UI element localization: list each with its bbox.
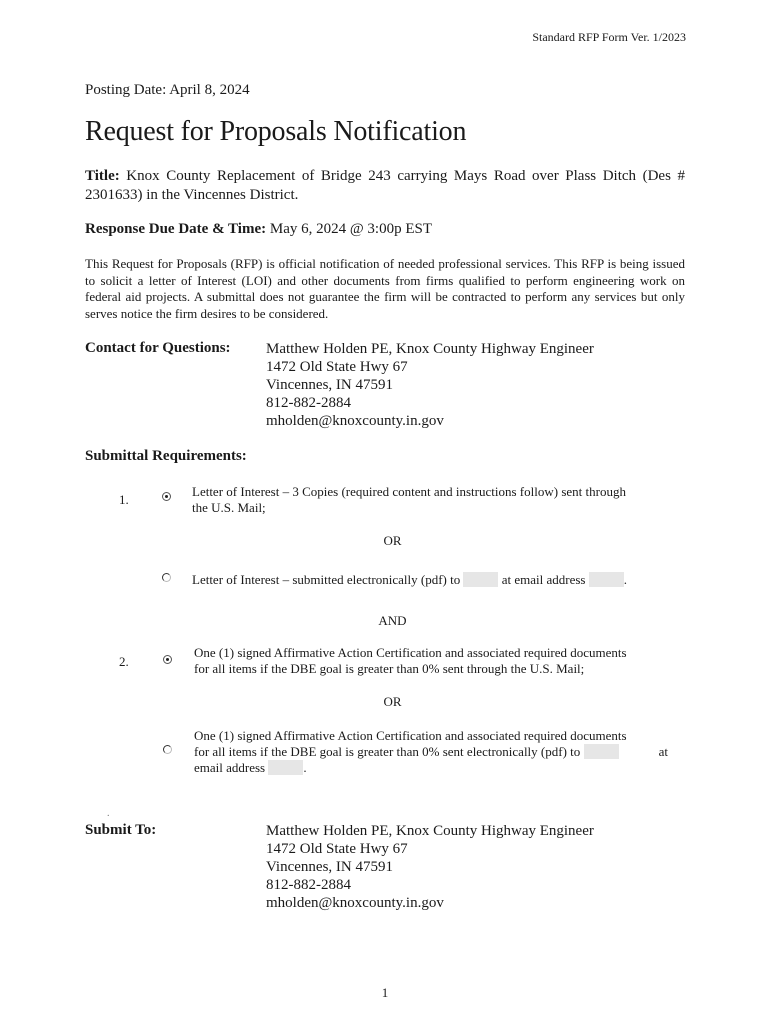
response-due-label: Response Due Date & Time:	[85, 221, 267, 237]
item-1-electronic-option	[192, 572, 627, 588]
rfp-title-text: Knox County Replacement of Bridge 243 carrying Mays Road over Plass Ditch (Des # 2301633) in the Vincennes District.	[85, 168, 686, 203]
blank-field[interactable]	[463, 572, 498, 587]
item-2-number: 2.	[119, 654, 129, 669]
or-separator: OR	[383, 694, 402, 709]
item-2-mail-radio[interactable]	[163, 655, 172, 664]
posting-date-label: Posting Date:	[85, 82, 167, 98]
and-separator: AND	[378, 613, 407, 628]
blank-field[interactable]	[268, 760, 303, 775]
item-2-electronic-line	[194, 760, 668, 776]
item-2-electronic-option	[194, 728, 668, 776]
item-1-mail-line: Letter of Interest – 3 Copies (required content and instructions follow) sent through	[192, 484, 626, 499]
response-due-value: May 6, 2024 @ 3:00p EST	[269, 221, 433, 237]
submit-to-label: Submit To:	[85, 822, 157, 838]
item-2-mail-line: for all items if the DBE goal is greater than 0% sent through the U.S. Mail;	[194, 661, 585, 676]
item-1-number: 1.	[119, 492, 129, 507]
contact-email: mholden@knoxcounty.in.gov	[266, 413, 444, 429]
submit-to-address	[266, 822, 594, 912]
item-1-electronic-text: at email address	[501, 572, 586, 587]
or-separator: OR	[383, 533, 402, 548]
contact-line: 1472 Old State Hwy 67	[266, 359, 408, 375]
page-number: 1	[381, 985, 389, 1000]
contact-address	[266, 340, 594, 430]
item-1-mail-radio[interactable]	[162, 492, 171, 501]
contact-label: Contact for Questions:	[85, 340, 231, 356]
blank-field[interactable]	[589, 572, 624, 587]
response-due	[85, 221, 432, 238]
submit-phone: 812-882-2884	[266, 877, 351, 893]
item-1-mail-line: the U.S. Mail;	[192, 500, 266, 515]
contact-line: Matthew Holden PE, Knox County Highway Engineer	[266, 341, 594, 357]
form-version: Standard RFP Form Ver. 1/2023	[532, 30, 686, 44]
contact-line: Vincennes, IN 47591	[266, 377, 393, 393]
item-2-mail-option	[194, 645, 627, 677]
submit-line: Matthew Holden PE, Knox County Highway Engineer	[266, 823, 594, 839]
item-2-electronic-radio[interactable]	[163, 745, 172, 754]
item-2-electronic-text: at	[658, 744, 668, 759]
item-1-electronic-text: .	[623, 572, 627, 587]
posting-date	[85, 82, 250, 99]
item-2-electronic-text: .	[303, 760, 307, 775]
submit-line: Vincennes, IN 47591	[266, 859, 393, 875]
item-1-electronic-radio[interactable]	[162, 573, 171, 582]
blank-field[interactable]	[584, 744, 619, 759]
rfp-title-label: Title:	[85, 168, 120, 184]
item-2-electronic-text: email address	[194, 760, 266, 775]
contact-phone: 812-882-2884	[266, 395, 351, 411]
item-2-mail-line: One (1) signed Affirmative Action Certification and associated required documents	[194, 645, 627, 660]
submit-line: 1472 Old State Hwy 67	[266, 841, 408, 857]
item-2-electronic-text: for all items if the DBE goal is greater than 0% sent electronically (pdf) to	[194, 744, 581, 759]
stray-mark: .	[107, 808, 110, 819]
submit-email: mholden@knoxcounty.in.gov	[266, 895, 444, 911]
item-1-mail-option	[192, 484, 626, 516]
posting-date-value: April 8, 2024	[169, 82, 250, 98]
item-2-electronic-line: One (1) signed Affirmative Action Certification and associated required documents	[194, 728, 627, 743]
item-2-electronic-line	[194, 744, 668, 760]
submittal-requirements-label: Submittal Requirements:	[85, 448, 247, 464]
intro-paragraph: This Request for Proposals (RFP) is official notification of needed professional services. This RFP is being issued to solicit a letter of Interest (LOI) and other documents from firms qualified to perform engineering work on federal aid projects. A submittal does not guarantee the firm will be contracted to perform any services but only serves notice the firm desires to be considered.	[85, 256, 685, 321]
item-1-electronic-text: Letter of Interest – submitted electronically (pdf) to	[192, 572, 461, 587]
page-title: Request for Proposals Notification	[85, 116, 467, 147]
rfp-title	[85, 167, 685, 205]
